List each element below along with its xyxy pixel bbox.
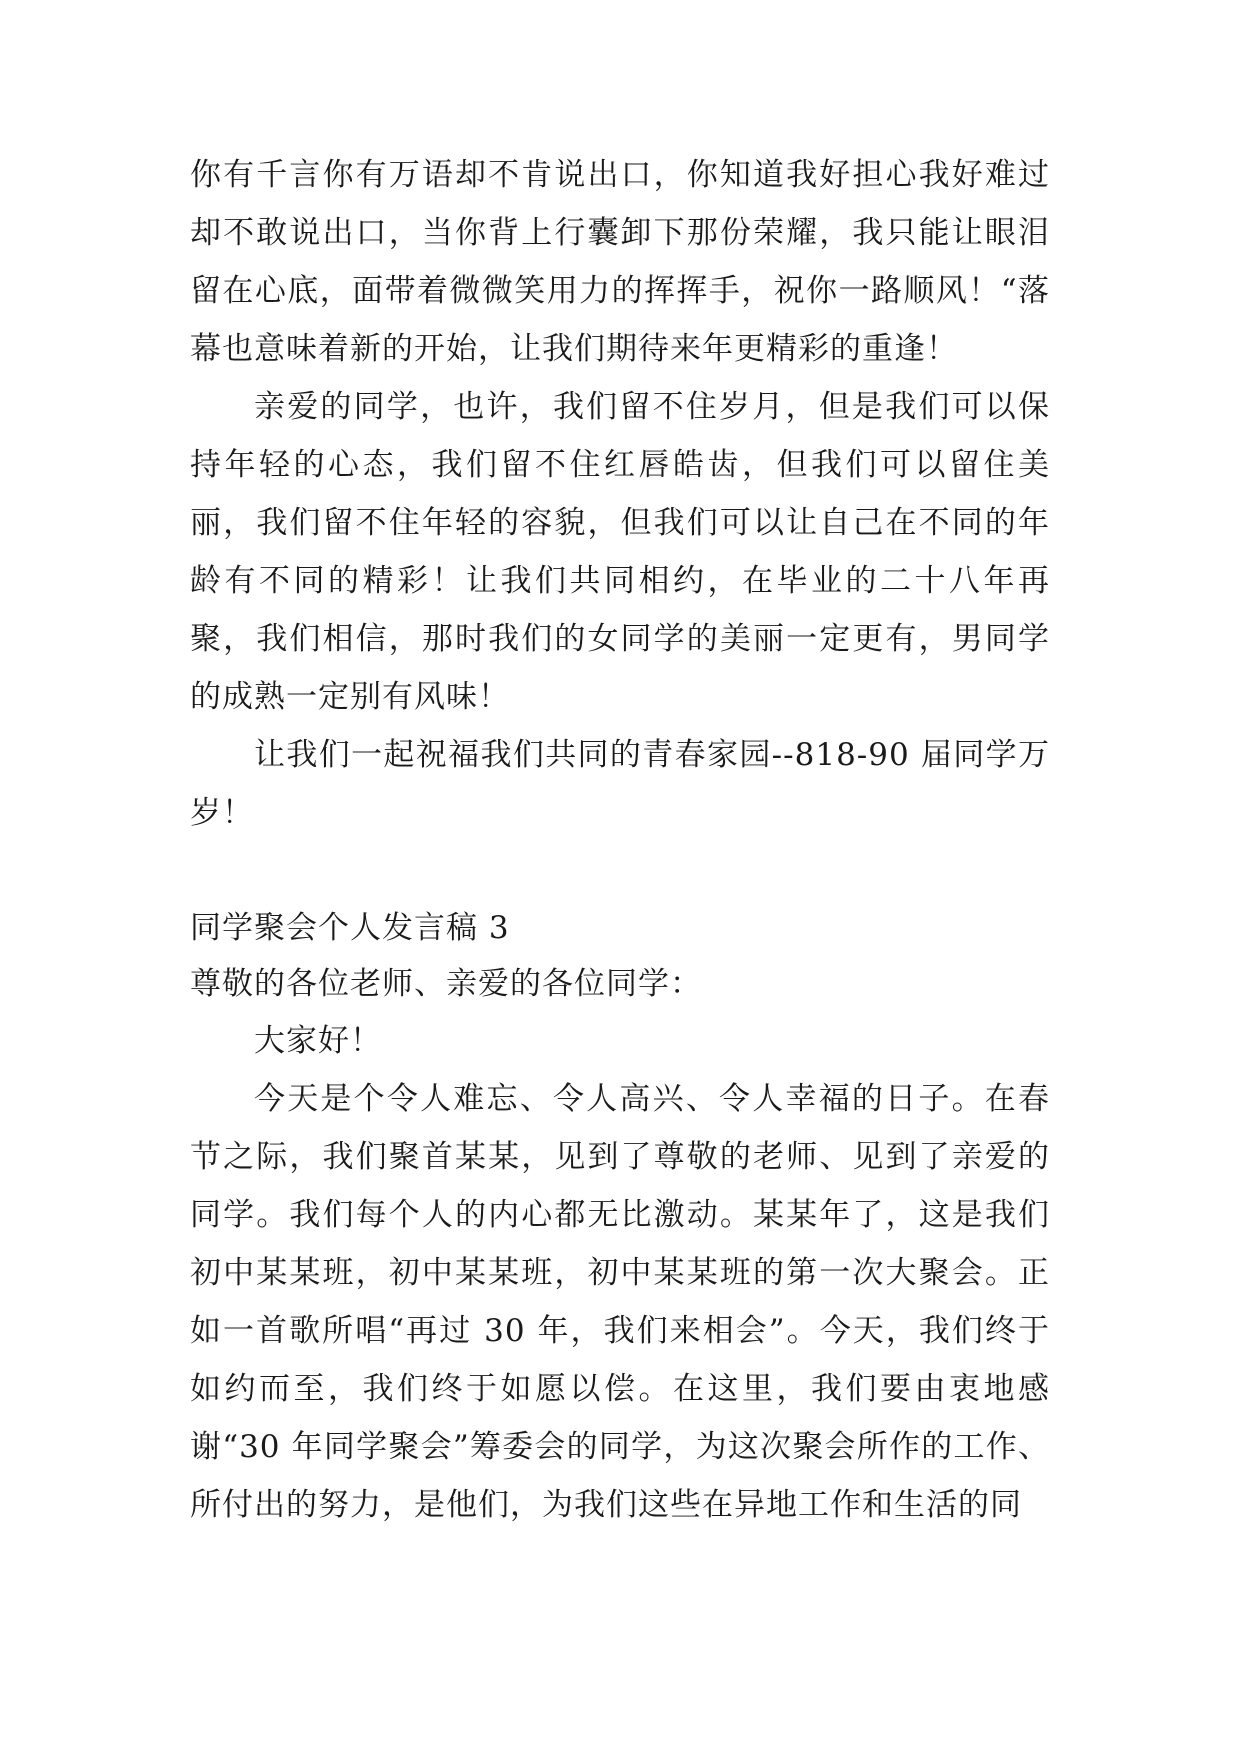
paragraph-farewell: 你有千言你有万语却不肯说出口，你知道我好担心我好难过却不敢说出口，当你背上行囊卸下那份荣耀，我只能让眼泪留在心底，面带着微微笑用力的挥挥手，祝你一路顺风！“落幕也意味着新的开始，让我们期待来年更精彩的重逢！ [190,157,1050,367]
salutation: 尊敬的各位老师、亲爱的各位同学： [190,966,702,1002]
paragraph-classmates: 亲爱的同学，也许，我们留不住岁月，但是我们可以保持年轻的心态，我们留不住红唇皓齿，但我们可以留住美丽，我们留不住年轻的容貌，但我们可以让自己在不同的年龄有不同的精彩！让我们共同相约，在毕业的二十八年再聚，我们相信，那时我们的女同学的美丽一定更有，男同学的成熟一定别有风味！ [190,389,1050,715]
paragraph-speech-body: 今天是个令人难忘、令人高兴、令人幸福的日子。在春节之际，我们聚首某某，见到了尊敬的老师、见到了亲爱的同学。我们每个人的内心都无比激动。某某年了，这是我们初中某某班，初中某某班，初中某某班的第一次大聚会。正如一首歌所唱“再过 30 年，我们来相会”。今天，我们终于如约而至，我们终于如愿以偿。在这里，我们要由衷地感谢“30 年同学聚会”筹委会的同学，为这次聚会所作的工作、所付出的努力，是他们，为我们这些在异地工作和生活的同 [190,1081,1050,1523]
greeting: 大家好！ [254,1023,382,1059]
section-title: 同学聚会个人发言稿 3 [190,910,510,946]
section-gap [190,842,1050,900]
paragraph-blessing: 让我们一起祝福我们共同的青春家园--818-90 届同学万岁！ [190,737,1050,831]
document-body [190,146,1050,1534]
